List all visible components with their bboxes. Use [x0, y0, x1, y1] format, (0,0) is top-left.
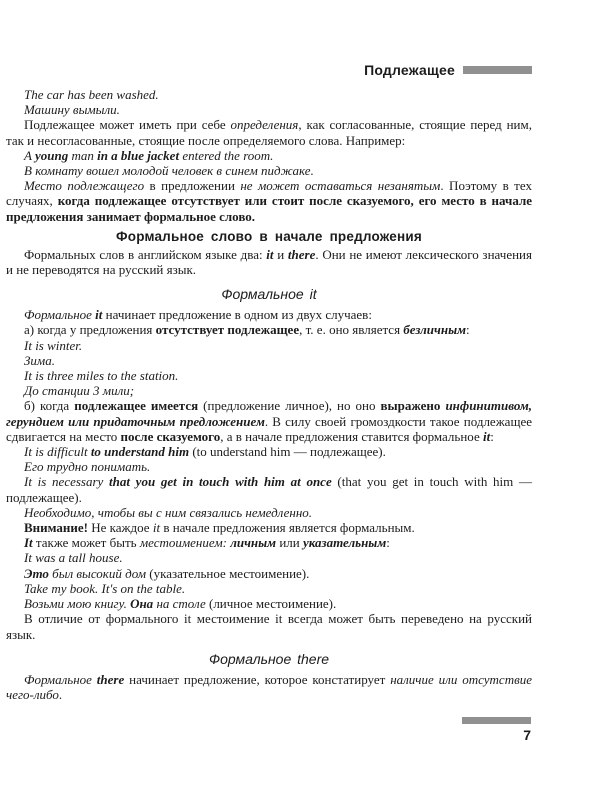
- text-run: . Они не имеют лексического значения и не переводятся на русский язык.: [6, 246, 532, 278]
- text-run: , как согласованные, стоящие перед ним, так и несогласованные, стоящие после определяемого слова. Например:: [6, 117, 532, 148]
- text-run: Машину вымыли.: [24, 102, 120, 118]
- text-run: , а в начале предложения ставится формальное: [220, 428, 483, 444]
- text-run: (предложение личное), но оно: [198, 398, 381, 414]
- text-run: в начале предложения является формальным.: [160, 520, 415, 536]
- text-run: :: [490, 428, 494, 444]
- text-run: there: [287, 246, 316, 262]
- text-run: Формальное: [24, 671, 97, 687]
- running-head: [6, 62, 532, 78]
- example-line: [6, 444, 532, 459]
- section-heading: [6, 229, 532, 244]
- page-footer: [462, 717, 531, 742]
- text-run: it: [266, 246, 274, 262]
- text-run: личным: [230, 535, 277, 551]
- footer-bar: [462, 717, 531, 724]
- text-run: (to understand him — подлежащее).: [189, 444, 386, 460]
- text-run: Место подлежащего: [24, 178, 145, 194]
- text-run: man: [68, 147, 98, 163]
- example-line: [6, 163, 532, 178]
- text-run: , т. е. оно является: [299, 322, 404, 338]
- text-run: В отличие от формального it местоимение it всегда может быть переведено на русский язык.: [6, 611, 532, 642]
- text-run: и: [273, 246, 288, 262]
- text-run: отсутствует подлежащее: [155, 322, 300, 338]
- text-run: Она: [130, 596, 154, 612]
- text-run: Формальное слово в начале предложения: [116, 228, 422, 244]
- text-run: It is necessary: [24, 474, 110, 490]
- text-run: Формальное there: [208, 650, 330, 667]
- text-run: подлежащее имеется: [74, 398, 199, 414]
- text-run: (личное местоимение).: [208, 596, 337, 612]
- example-line: [6, 368, 532, 383]
- text-run: it: [482, 428, 491, 444]
- subsection-heading: [6, 286, 532, 302]
- text-run: Его трудно понимать.: [24, 459, 151, 475]
- text-run: начинает предложение в одном из двух случаев:: [102, 307, 372, 323]
- example-line: [6, 148, 532, 163]
- content-blocks: [6, 87, 532, 702]
- text-run: после сказуемого: [120, 428, 221, 444]
- text-run: также может быть: [32, 535, 140, 551]
- text-run: It is winter.: [24, 337, 83, 353]
- text-run: Take my book. It's on the table.: [24, 580, 186, 596]
- text-run: it: [95, 307, 103, 323]
- example-line: [6, 581, 532, 596]
- example-line: [6, 87, 532, 102]
- paragraph: [6, 307, 532, 322]
- text-run: (указательное местоимение).: [149, 565, 310, 581]
- example-line: [6, 338, 532, 353]
- text-run: наличие или отсутствие чего-либо: [6, 671, 532, 702]
- text-run: а) когда у предложения: [24, 322, 156, 338]
- paragraph: [6, 178, 532, 224]
- running-head-title: Подлежащее: [364, 62, 455, 78]
- text-run: The car has been washed.: [24, 87, 159, 102]
- paragraph: [6, 672, 532, 702]
- text-run: in a blue jacket: [97, 147, 180, 163]
- text-run: когда подлежащее отсутствует или стоит после сказуемого, его место в начале предложения занимает формальное слово.: [6, 193, 533, 224]
- paragraph: [6, 398, 532, 444]
- header-bar: [463, 66, 532, 74]
- text-run: It is three miles to the station.: [24, 368, 179, 384]
- text-run: Формальных слов в английском языке два:: [24, 246, 267, 262]
- text-run: Формальное: [24, 307, 96, 323]
- text-run: that you get in touch with him at once: [109, 474, 332, 490]
- example-line: [6, 459, 532, 474]
- text-run: был высокий дом: [48, 565, 150, 581]
- text-run: Необходимо, чтобы вы с ним связались немедленно.: [24, 504, 313, 520]
- text-run: Формальное it: [221, 286, 317, 303]
- text-run: it: [152, 520, 161, 536]
- text-run: Зима.: [24, 352, 55, 368]
- text-run: начинает предложение, которое констатирует: [124, 671, 391, 687]
- paragraph: [6, 474, 532, 504]
- text-run: определения: [230, 117, 299, 133]
- text-run: или: [276, 535, 303, 551]
- text-run: entered the room.: [179, 147, 274, 163]
- paragraph: [6, 247, 532, 277]
- text-run: It: [24, 535, 33, 551]
- text-run: Возьми мою книгу.: [24, 596, 131, 612]
- text-run: выражено: [380, 398, 446, 414]
- text-run: местоимением:: [139, 535, 231, 551]
- text-run: there: [96, 671, 125, 687]
- text-run: не может оставаться незанятым: [240, 178, 441, 194]
- paragraph: [6, 322, 532, 337]
- paragraph: [6, 520, 532, 535]
- text-run: Это: [24, 565, 49, 581]
- text-run: В комнату вошел молодой человек в синем пиджаке.: [24, 163, 314, 179]
- page-content: [6, 62, 532, 702]
- example-line: [6, 383, 532, 398]
- text-run: It is difficult: [24, 444, 91, 460]
- text-run: It was a tall house.: [24, 550, 123, 566]
- text-run: (that you get in touch with him — подлежащее).: [6, 474, 532, 505]
- text-run: :: [466, 322, 470, 338]
- text-run: Внимание!: [24, 520, 88, 536]
- example-line: [6, 353, 532, 368]
- example-line: [6, 550, 532, 565]
- text-run: в предложении: [144, 178, 241, 194]
- example-line: [6, 102, 532, 117]
- text-run: на столе: [153, 596, 209, 612]
- example-line: [6, 566, 532, 581]
- text-run: указательным: [302, 535, 387, 551]
- paragraph: [6, 117, 532, 147]
- text-run: безличным: [403, 322, 466, 338]
- paragraph: [6, 611, 532, 641]
- text-run: .: [58, 686, 63, 702]
- subsection-heading: [6, 651, 532, 667]
- text-run: :: [386, 535, 390, 551]
- text-run: Не каждое: [88, 520, 153, 536]
- text-run: До станции 3 мили;: [24, 383, 135, 399]
- paragraph: [6, 535, 532, 550]
- text-run: to understand him: [90, 444, 190, 460]
- text-run: A: [24, 147, 35, 163]
- text-run: . В силу своей громоздкости такое подлежащее сдвигается на место: [6, 413, 532, 444]
- text-run: инфинитивом, герундием или придаточным предложением: [6, 398, 533, 429]
- example-line: [6, 596, 532, 611]
- text-run: б) когда: [24, 398, 75, 414]
- text-run: Подлежащее может иметь при себе: [24, 117, 231, 133]
- text-run: young: [34, 147, 69, 163]
- example-line: [6, 505, 532, 520]
- text-run: . Поэтому в тех случаях,: [6, 178, 532, 209]
- page-number: 7: [523, 727, 531, 743]
